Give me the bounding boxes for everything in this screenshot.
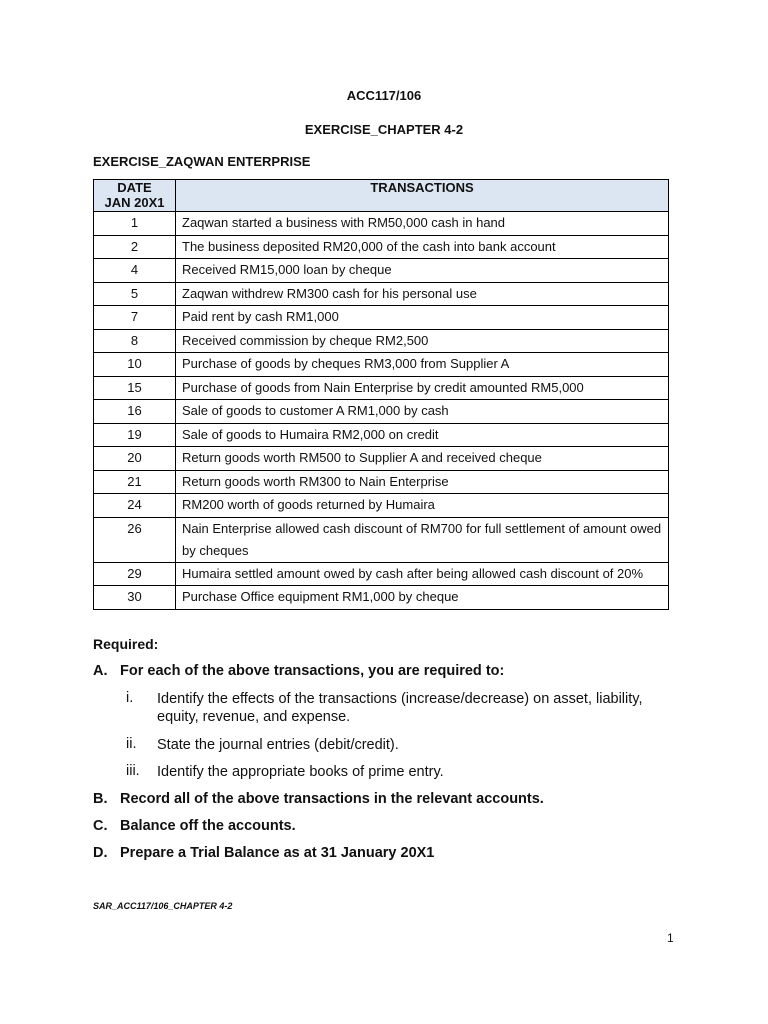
sub-item-text: Identify the effects of the transactions (increase/decrease) on asset, liability, equity, revenue, and expense. (157, 691, 643, 725)
requirement-b-letter: B. (93, 791, 108, 807)
requirement-c-letter: C. (93, 818, 108, 834)
row-date: 7 (94, 306, 176, 330)
row-date: 26 (94, 517, 176, 562)
row-date: 24 (94, 494, 176, 518)
sub-item-ii (126, 736, 657, 754)
table-row (94, 470, 669, 494)
chapter-title: EXERCISE_CHAPTER 4-2 (304, 122, 464, 137)
table-row (94, 353, 669, 377)
table-row (94, 329, 669, 353)
requirement-d-letter: D. (93, 845, 108, 861)
sub-item-number: iii. (126, 763, 140, 779)
requirement-a (93, 663, 504, 679)
required-heading: Required: (93, 636, 159, 652)
requirement-a-text: For each of the above transactions, you are required to: (120, 663, 505, 679)
table-row (94, 235, 669, 259)
requirement-a-letter: A. (93, 663, 108, 679)
sub-item-i (126, 690, 657, 726)
page-number: 1 (667, 931, 674, 945)
row-date: 30 (94, 586, 176, 610)
row-date: 1 (94, 212, 176, 236)
row-transaction: The business deposited RM20,000 of the cash into bank account (176, 235, 669, 259)
row-date: 15 (94, 376, 176, 400)
table-row (94, 282, 669, 306)
row-transaction: Paid rent by cash RM1,000 (176, 306, 669, 330)
requirement-c-text: Balance off the accounts. (120, 818, 296, 834)
transactions-table (93, 179, 669, 610)
row-transaction: Return goods worth RM500 to Supplier A and received cheque (176, 447, 669, 471)
course-code: ACC117/106 (346, 88, 422, 103)
table-row (94, 517, 669, 562)
row-transaction: Zaqwan withdrew RM300 cash for his personal use (176, 282, 669, 306)
row-date: 8 (94, 329, 176, 353)
sub-item-number: ii. (126, 736, 137, 752)
requirement-b-text: Record all of the above transactions in the relevant accounts. (120, 791, 544, 807)
row-date: 16 (94, 400, 176, 424)
row-transaction: Received RM15,000 loan by cheque (176, 259, 669, 283)
row-transaction: Zaqwan started a business with RM50,000 cash in hand (176, 212, 669, 236)
row-transaction: Humaira settled amount owed by cash after being allowed cash discount of 20% (176, 562, 669, 586)
transactions-column-header: TRANSACTIONS (176, 180, 669, 212)
table-row (94, 494, 669, 518)
requirement-d (93, 845, 434, 861)
row-transaction: Purchase Office equipment RM1,000 by cheque (176, 586, 669, 610)
table-row (94, 259, 669, 283)
row-date: 20 (94, 447, 176, 471)
row-date: 10 (94, 353, 176, 377)
row-transaction: RM200 worth of goods returned by Humaira (176, 494, 669, 518)
row-transaction: Sale of goods to customer A RM1,000 by cash (176, 400, 669, 424)
row-transaction: Purchase of goods by cheques RM3,000 from Supplier A (176, 353, 669, 377)
row-date: 5 (94, 282, 176, 306)
table-row (94, 212, 669, 236)
table-row (94, 376, 669, 400)
row-transaction: Purchase of goods from Nain Enterprise by credit amounted RM5,000 (176, 376, 669, 400)
row-transaction: Return goods worth RM300 to Nain Enterprise (176, 470, 669, 494)
row-date: 2 (94, 235, 176, 259)
row-date: 4 (94, 259, 176, 283)
sub-item-text: Identify the appropriate books of prime entry. (157, 764, 444, 780)
row-date: 29 (94, 562, 176, 586)
table-row (94, 562, 669, 586)
row-date: 19 (94, 423, 176, 447)
date-header-line1: DATE (117, 180, 152, 195)
row-date: 21 (94, 470, 176, 494)
sub-item-iii (126, 763, 657, 781)
table-header-row (94, 180, 669, 212)
table-row (94, 306, 669, 330)
date-column-header (94, 180, 176, 212)
row-transaction: Sale of goods to Humaira RM2,000 on credit (176, 423, 669, 447)
date-header-line2: JAN 20X1 (104, 195, 165, 210)
row-transaction: Received commission by cheque RM2,500 (176, 329, 669, 353)
requirement-c (93, 818, 296, 834)
requirement-d-text: Prepare a Trial Balance as at 31 January 20X1 (120, 845, 435, 861)
footer-code: SAR_ACC117/106_CHAPTER 4-2 (93, 901, 233, 911)
table-row (94, 400, 669, 424)
table-row (94, 423, 669, 447)
requirement-b (93, 791, 544, 807)
table-row (94, 447, 669, 471)
table-row (94, 586, 669, 610)
exercise-title: EXERCISE_ZAQWAN ENTERPRISE (93, 154, 311, 169)
sub-item-number: i. (126, 690, 134, 706)
row-transaction: Nain Enterprise allowed cash discount of RM700 for full settlement of amount owed by cheques (176, 517, 669, 562)
sub-item-text: State the journal entries (debit/credit). (157, 737, 399, 753)
